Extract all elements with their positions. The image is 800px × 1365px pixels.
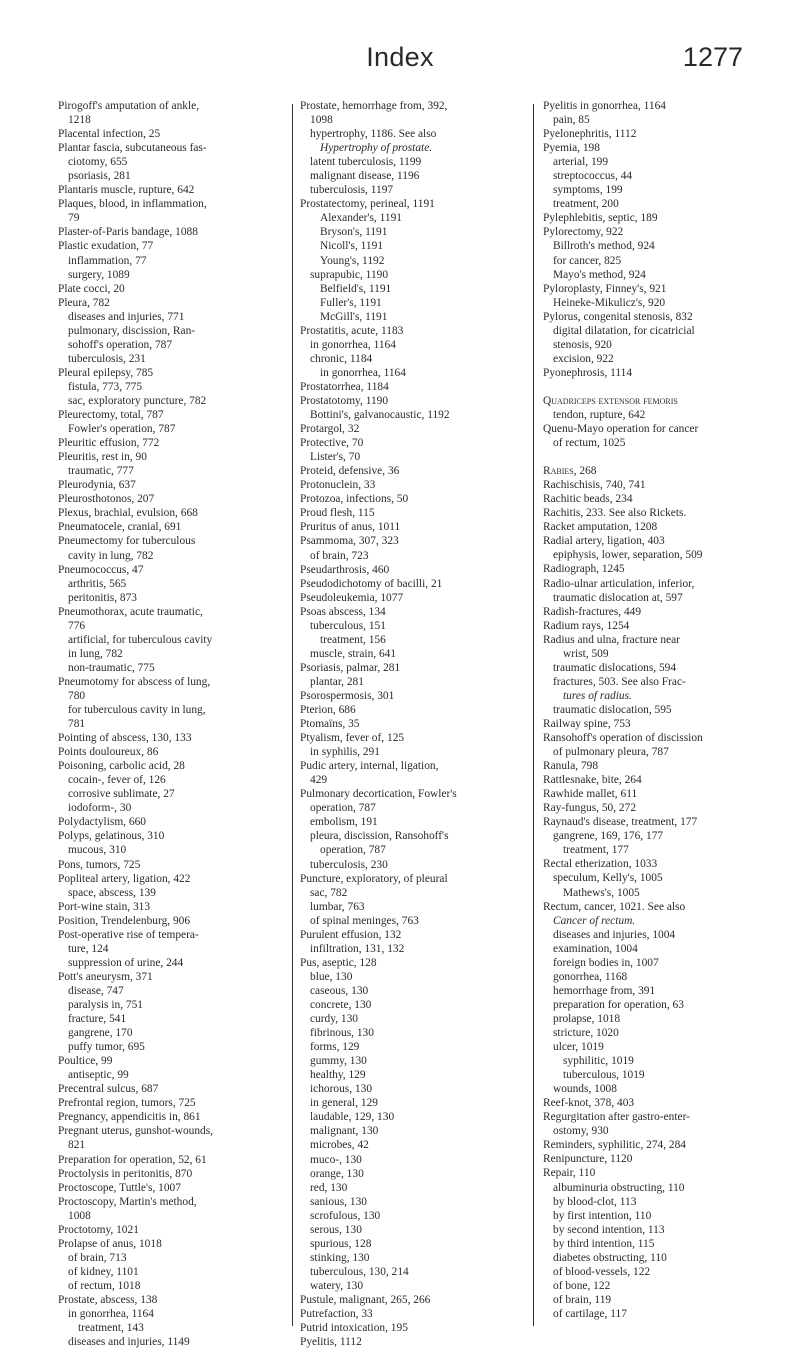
index-entry: Plaster-of-Paris bandage, 1088 (58, 226, 198, 239)
index-subentry: artificial, for tuberculous cavity (68, 633, 213, 646)
index-entry: Regurgitation after gastro-enter- (543, 1111, 690, 1124)
index-subentry: tures of radius. (563, 689, 632, 702)
index-subentry: hemorrhage from, 391 (553, 984, 656, 997)
index-entry: Proctoscopy, Martin's method, (58, 1195, 197, 1208)
index-entry: Popliteal artery, ligation, 422 (58, 872, 191, 885)
index-subentry: treatment, 200 (553, 198, 619, 211)
index-entry: Pleura, 782 (58, 296, 110, 309)
index-subentry: operation, 787 (310, 802, 376, 815)
index-entry: Preparation for operation, 52, 61 (58, 1153, 207, 1166)
index-subentry: 79 (68, 212, 80, 225)
index-subentry: cavity in lung, 782 (68, 549, 154, 562)
index-entry: Placental infection, 25 (58, 128, 161, 141)
index-entry: Plantaris muscle, rupture, 642 (58, 184, 195, 197)
section-gap (543, 380, 765, 394)
index-subentry: in gonorrhea, 1164 (320, 366, 406, 379)
index-entry: Proctotomy, 1021 (58, 1223, 139, 1236)
index-subentry: excision, 922 (553, 352, 614, 365)
index-entry: Protonuclein, 33 (300, 479, 376, 492)
index-entry: Pterion, 686 (300, 704, 356, 717)
index-entry: Pyonephrosis, 1114 (543, 366, 633, 379)
index-subentry: lumbar, 763 (310, 900, 365, 913)
index-entry: Reminders, syphilitic, 274, 284 (543, 1139, 687, 1152)
index-subentry: inflammation, 77 (68, 254, 147, 267)
index-subentry: traumatic dislocations, 594 (553, 661, 677, 674)
index-subentry: microbes, 42 (310, 1139, 369, 1152)
index-subentry: in gonorrhea, 1164 (68, 1308, 154, 1321)
index-entry: Ptomaïns, 35 (300, 718, 360, 731)
index-entry: Rectum, cancer, 1021. See also (543, 900, 686, 913)
index-entry: Proteid, defensive, 36 (300, 465, 400, 478)
index-subentry: epiphysis, lower, separation, 509 (553, 549, 703, 562)
index-subentry: 1008 (68, 1209, 91, 1222)
index-entry: Port-wine stain, 313 (58, 900, 151, 913)
index-subentry: plantar, 281 (310, 675, 364, 688)
index-entry: Polydactylism, 660 (58, 816, 146, 829)
index-subentry: traumatic, 777 (68, 465, 134, 478)
index-subentry: tuberculosis, 1197 (310, 184, 394, 197)
index-entry: Pseudodichotomy of bacilli, 21 (300, 577, 443, 590)
index-entry: Pudic artery, internal, ligation, (300, 760, 439, 773)
index-subentry: ciotomy, 655 (68, 156, 128, 169)
index-subentry: diseases and injuries, 1149 (68, 1336, 190, 1349)
index-entry: Pylorectomy, 922 (543, 226, 624, 239)
index-subentry: Mayo's method, 924 (553, 268, 646, 281)
index-subentry: by second intention, 113 (553, 1223, 665, 1236)
index-subentry: Heineke-Mikulicz's, 920 (553, 296, 666, 309)
index-subentry: in lung, 782 (68, 647, 123, 660)
index-subentry: forms, 129 (310, 1041, 360, 1054)
index-subentry: diseases and injuries, 771 (68, 310, 185, 323)
index-subentry: prolapse, 1018 (553, 1012, 621, 1025)
index-subentry: McGill's, 1191 (320, 310, 388, 323)
index-subentry: red, 130 (310, 1181, 348, 1194)
index-subentry: muco-, 130 (310, 1153, 362, 1166)
index-entry: Proctolysis in peritonitis, 870 (58, 1167, 193, 1180)
index-entry: Rawhide mallet, 611 (543, 788, 638, 801)
index-subentry: ostomy, 930 (553, 1125, 609, 1138)
index-subentry: of brain, 119 (553, 1293, 612, 1306)
index-subentry: sohoff's operation, 787 (68, 338, 173, 351)
index-entry: Radius and ulna, fracture near (543, 633, 680, 646)
index-subentry: of rectum, 1025 (553, 437, 626, 450)
index-subentry: preparation for operation, 63 (553, 998, 684, 1011)
index-entry: Radium rays, 1254 (543, 619, 630, 632)
index-subentry: malignant, 130 (310, 1125, 379, 1138)
index-entry: Poultice, 99 (58, 1055, 113, 1068)
index-subentry: serous, 130 (310, 1223, 362, 1236)
index-entry: Radish-fractures, 449 (543, 605, 642, 618)
index-subentry: pleura, discission, Ransohoff's (310, 830, 449, 843)
index-subentry: tuberculous, 130, 214 (310, 1265, 409, 1278)
index-entry: Prostate, abscess, 138 (58, 1293, 158, 1306)
index-subentry: laudable, 129, 130 (310, 1111, 395, 1124)
index-entry: Post-operative rise of tempera- (58, 928, 199, 941)
index-subentry: diabetes obstructing, 110 (553, 1251, 667, 1264)
index-entry: Prostatitis, acute, 1183 (300, 324, 404, 337)
index-subentry: tuberculosis, 230 (310, 858, 388, 871)
index-entry: Pneumothorax, acute traumatic, (58, 605, 203, 618)
index-entry: Prostatotomy, 1190 (300, 394, 389, 407)
index-entry: Pleural epilepsy, 785 (58, 366, 154, 379)
index-subentry: foreign bodies in, 1007 (553, 956, 659, 969)
index-subentry: treatment, 143 (78, 1322, 144, 1335)
index-subentry: stricture, 1020 (553, 1027, 619, 1039)
index-subentry: in general, 129 (310, 1097, 379, 1110)
index-entry: Pleurosthotonos, 207 (58, 493, 155, 506)
index-subentry: non-traumatic, 775 (68, 661, 155, 674)
index-entry: Reef-knot, 378, 403 (543, 1097, 635, 1110)
index-subentry: fistula, 773, 775 (68, 380, 143, 393)
index-column-3 (543, 99, 765, 1321)
index-subentry: gangrene, 170 (68, 1027, 133, 1040)
index-subentry: disease, 747 (68, 984, 124, 997)
index-subentry: treatment, 177 (563, 844, 629, 857)
index-subentry: by blood-clot, 113 (553, 1195, 637, 1208)
index-entry: Pneumococcus, 47 (58, 563, 144, 576)
index-subentry: gummy, 130 (310, 1055, 367, 1068)
index-subentry: ture, 124 (68, 942, 109, 955)
index-entry: Renipuncture, 1120 (543, 1153, 633, 1166)
index-entry: Radio-ulnar articulation, inferior, (543, 577, 695, 590)
index-subentry: of kidney, 1101 (68, 1265, 139, 1278)
index-subentry: 780 (68, 689, 86, 702)
index-entry: Ranula, 798 (543, 760, 599, 773)
index-subentry: traumatic dislocation at, 597 (553, 591, 683, 604)
index-entry: Raynaud's disease, treatment, 177 (543, 816, 698, 829)
index-subentry: tuberculous, 151 (310, 619, 386, 632)
index-entry: Pyelitis, 1112 (300, 1336, 362, 1349)
index-subentry: 821 (68, 1139, 86, 1152)
index-entry: Pulmonary decortication, Fowler's (300, 788, 457, 801)
index-subentry: sac, exploratory puncture, 782 (68, 394, 207, 407)
index-subentry: Lister's, 70 (310, 451, 361, 464)
index-subentry: cocain-, fever of, 126 (68, 774, 166, 787)
index-column-2 (300, 99, 518, 1349)
index-entry: Pneumatocele, cranial, 691 (58, 521, 182, 534)
index-subentry: of cartilage, 117 (553, 1307, 627, 1320)
index-entry: Pyelonephritis, 1112 (543, 128, 637, 141)
index-subentry: blue, 130 (310, 970, 353, 983)
index-entry: Prolapse of anus, 1018 (58, 1237, 162, 1250)
index-entry: Psoas abscess, 134 (300, 605, 386, 618)
index-subentry: watery, 130 (310, 1279, 364, 1292)
index-subentry: in gonorrhea, 1164 (310, 338, 396, 351)
index-subentry: Hypertrophy of prostate. (320, 142, 433, 155)
index-entry: Plate cocci, 20 (58, 282, 125, 295)
index-subentry: speculum, Kelly's, 1005 (553, 872, 663, 885)
index-entry: Pleuritis, rest in, 90 (58, 451, 147, 464)
index-subentry: tuberculosis, 231 (68, 352, 146, 365)
index-subentry: spurious, 128 (310, 1237, 372, 1250)
index-subentry: of rectum, 1018 (68, 1279, 141, 1292)
index-subentry: healthy, 129 (310, 1069, 366, 1082)
index-entry: Pseudarthrosis, 460 (300, 563, 390, 576)
index-entry: Pleuritic effusion, 772 (58, 437, 160, 450)
index-subentry: paralysis in, 751 (68, 999, 143, 1011)
index-entry: Pruritus of anus, 1011 (300, 521, 401, 534)
index-subentry: Billroth's method, 924 (553, 240, 655, 253)
index-entry: Pirogoff's amputation of ankle, (58, 100, 200, 112)
index-subentry: streptococcus, 44 (553, 170, 633, 183)
index-subentry: mucous, 310 (68, 844, 127, 857)
index-entry: Pott's aneurysm, 371 (58, 970, 153, 983)
index-entry: Prostatorrhea, 1184 (300, 380, 389, 393)
index-subentry: arterial, 199 (553, 156, 609, 169)
index-subentry: symptoms, 199 (553, 184, 623, 197)
index-entry: Pus, aseptic, 128 (300, 956, 377, 969)
index-subentry: fibrinous, 130 (310, 1027, 374, 1040)
index-subentry: diseases and injuries, 1004 (553, 928, 676, 941)
index-subentry: malignant disease, 1196 (310, 170, 420, 183)
index-subentry: psoriasis, 281 (68, 170, 131, 183)
index-subentry: wounds, 1008 (553, 1083, 617, 1096)
index-entry: Polyps, gelatinous, 310 (58, 830, 165, 843)
index-entry: Psammoma, 307, 323 (300, 535, 399, 548)
index-entry: Protargol, 32 (300, 423, 360, 436)
index-entry: Prostatectomy, perineal, 1191 (300, 198, 435, 211)
index-subentry: of pulmonary pleura, 787 (553, 746, 669, 759)
index-subentry: of spinal meninges, 763 (310, 914, 419, 927)
index-entry: Pseudoleukemia, 1077 (300, 591, 404, 604)
page-header (0, 42, 800, 82)
section-gap (543, 450, 765, 464)
index-subentry: sanious, 130 (310, 1195, 367, 1208)
index-subentry: Young's, 1192 (320, 254, 385, 267)
index-entry: Rattlesnake, bite, 264 (543, 774, 642, 787)
index-subentry: 781 (68, 718, 86, 731)
index-subentry: Fowler's operation, 787 (68, 423, 176, 436)
index-entry: Pneumotomy for abscess of lung, (58, 675, 211, 688)
index-entry: Pneumectomy for tuberculous (58, 535, 196, 548)
index-entry: Pyemia, 198 (543, 142, 600, 155)
index-entry: Pregnant uterus, gunshot-wounds, (58, 1125, 214, 1138)
index-entry: Quadriceps extensor femoris (543, 394, 678, 407)
index-entry: Poisoning, carbolic acid, 28 (58, 760, 185, 773)
page-number: 1277 (682, 42, 743, 72)
index-subentry: 776 (68, 619, 86, 632)
index-subentry: sac, 782 (310, 886, 348, 899)
index-entry: Purulent effusion, 132 (300, 928, 402, 941)
index-subentry: Nicoll's, 1191 (320, 240, 384, 253)
index-subentry: embolism, 191 (310, 816, 378, 829)
index-entry: Ptyalism, fever of, 125 (300, 732, 405, 745)
index-subentry: curdy, 130 (310, 1013, 358, 1026)
index-subentry: syphilitic, 1019 (563, 1055, 634, 1068)
index-subentry: Alexander's, 1191 (320, 212, 402, 225)
index-subentry: latent tuberculosis, 1199 (310, 156, 422, 169)
index-entry: Putrefaction, 33 (300, 1308, 373, 1321)
index-subentry: chronic, 1184 (310, 352, 373, 365)
index-entry: Pylorus, congenital stenosis, 832 (543, 310, 693, 323)
index-entry: Pregnancy, appendicitis in, 861 (58, 1111, 201, 1124)
index-entry: Puncture, exploratory, of pleural (300, 872, 448, 885)
index-subentry: corrosive sublimate, 27 (68, 788, 175, 801)
index-entry: Rectal etherization, 1033 (543, 858, 658, 871)
index-subentry: iodoform-, 30 (68, 802, 132, 815)
index-subentry: wrist, 509 (563, 647, 609, 660)
index-entry: Protective, 70 (300, 437, 364, 450)
index-subentry: by first intention, 110 (553, 1209, 652, 1222)
index-subentry: peritonitis, 873 (68, 591, 137, 604)
index-entry: Ransohoff's operation of discission (543, 732, 703, 745)
index-subentry: pulmonary, discission, Ran- (68, 324, 196, 337)
index-entry: Railway spine, 753 (543, 717, 631, 730)
index-subentry: ulcer, 1019 (553, 1041, 604, 1054)
index-entry: Racket amputation, 1208 (543, 521, 658, 534)
index-entry: Proctoscope, Tuttle's, 1007 (58, 1181, 181, 1194)
page-title: Index (366, 42, 434, 72)
index-subentry: stinking, 130 (310, 1251, 370, 1264)
index-entry: Position, Trendelenburg, 906 (58, 914, 191, 927)
index-subentry: tuberculous, 1019 (563, 1069, 645, 1082)
index-entry: Rabies, 268 (543, 465, 597, 478)
index-entry: Rachitis, 233. See also Rickets. (543, 507, 687, 520)
index-subentry: tendon, rupture, 642 (553, 408, 646, 421)
index-entry: Pointing of abscess, 130, 133 (58, 732, 192, 745)
index-subentry: operation, 787 (320, 844, 386, 857)
index-subentry: Bryson's, 1191 (320, 226, 388, 239)
index-subentry: muscle, strain, 641 (310, 647, 397, 660)
index-entry: Repair, 110 (543, 1167, 596, 1180)
index-subentry: ichorous, 130 (310, 1083, 373, 1096)
index-entry: Prefrontal region, tumors, 725 (58, 1097, 196, 1110)
index-columns (0, 99, 800, 1349)
index-subentry: examination, 1004 (553, 942, 638, 955)
index-entry: Proud flesh, 115 (300, 507, 375, 520)
index-subentry: fractures, 503. See also Frac- (553, 675, 686, 688)
index-subentry: gangrene, 169, 176, 177 (553, 830, 664, 843)
index-entry: Ray-fungus, 50, 272 (543, 802, 637, 815)
index-entry: Pons, tumors, 725 (58, 858, 141, 871)
index-entry: Radiograph, 1245 (543, 563, 625, 576)
index-entry: Quenu-Mayo operation for cancer (543, 423, 699, 436)
index-subentry: 1098 (310, 114, 333, 127)
index-subentry: Cancer of rectum. (553, 914, 636, 927)
index-entry: Pleurodynia, 637 (58, 479, 136, 492)
index-entry: Plastic exudation, 77 (58, 240, 154, 253)
index-entry: Plexus, brachial, evulsion, 668 (58, 507, 198, 520)
index-subentry: arthritis, 565 (68, 577, 127, 590)
index-subentry: for cancer, 825 (553, 254, 622, 267)
index-entry: Plantar fascia, subcutaneous fas- (58, 142, 207, 155)
index-entry: Pyloroplasty, Finney's, 921 (543, 282, 667, 295)
index-subentry: gonorrhea, 1168 (553, 970, 628, 983)
index-subentry: suprapubic, 1190 (310, 268, 389, 281)
index-subentry: pain, 85 (553, 114, 590, 127)
index-subentry: puffy tumor, 695 (68, 1041, 145, 1054)
index-subentry: fracture, 541 (68, 1013, 127, 1026)
index-entry: Points douloureux, 86 (58, 746, 159, 759)
index-subentry: hypertrophy, 1186. See also (310, 128, 437, 141)
index-entry: Rachitic beads, 234 (543, 493, 633, 506)
index-entry: Pylephlebitis, septic, 189 (543, 212, 658, 225)
index-subentry: traumatic dislocation, 595 (553, 703, 672, 716)
index-subentry: albuminuria obstructing, 110 (553, 1181, 685, 1194)
index-subentry: antiseptic, 99 (68, 1069, 129, 1082)
index-subentry: treatment, 156 (320, 633, 386, 646)
index-entry: Prostate, hemorrhage from, 392, (300, 100, 448, 112)
index-subentry: of brain, 723 (310, 549, 369, 562)
index-entry: Radial artery, ligation, 403 (543, 535, 665, 548)
index-subentry: digital dilatation, for cicatricial (553, 324, 695, 337)
index-subentry: orange, 130 (310, 1167, 364, 1180)
index-subentry: 429 (310, 774, 328, 787)
index-entry: Protozoa, infections, 50 (300, 493, 409, 506)
index-subentry: caseous, 130 (310, 984, 369, 997)
index-subentry: Bottini's, galvanocaustic, 1192 (310, 409, 450, 422)
index-subentry: infiltration, 131, 132 (310, 942, 405, 955)
index-entry: Psoriasis, palmar, 281 (300, 661, 401, 674)
index-subentry: Belfield's, 1191 (320, 282, 392, 295)
index-entry: Pustule, malignant, 265, 266 (300, 1293, 431, 1306)
index-subentry: surgery, 1089 (68, 268, 130, 281)
index-entry: Pleurectomy, total, 787 (58, 409, 164, 422)
index-subentry: 1218 (68, 114, 91, 127)
index-subentry: Mathews's, 1005 (563, 886, 640, 899)
index-entry: Plaques, blood, in inflammation, (58, 198, 207, 211)
index-entry: Precentral sulcus, 687 (58, 1083, 159, 1096)
index-subentry: of blood-vessels, 122 (553, 1265, 651, 1278)
index-subentry: of bone, 122 (553, 1279, 611, 1292)
index-entry: Pyelitis in gonorrhea, 1164 (543, 100, 666, 112)
index-subentry: for tuberculous cavity in lung, (68, 704, 206, 717)
index-subentry: concrete, 130 (310, 999, 372, 1011)
index-subentry: Fuller's, 1191 (320, 296, 382, 309)
index-subentry: suppression of urine, 244 (68, 956, 184, 969)
index-entry: Putrid intoxication, 195 (300, 1322, 408, 1335)
index-subentry: by third intention, 115 (553, 1237, 655, 1250)
index-subentry: stenosis, 920 (553, 338, 612, 351)
index-subentry: of brain, 713 (68, 1251, 127, 1264)
index-entry: Rachischisis, 740, 741 (543, 479, 646, 492)
index-column-1 (58, 99, 276, 1349)
index-subentry: space, abscess, 139 (68, 886, 156, 899)
index-subentry: in syphilis, 291 (310, 746, 380, 759)
index-entry: Psorospermosis, 301 (300, 689, 395, 702)
index-subentry: scrofulous, 130 (310, 1209, 381, 1222)
